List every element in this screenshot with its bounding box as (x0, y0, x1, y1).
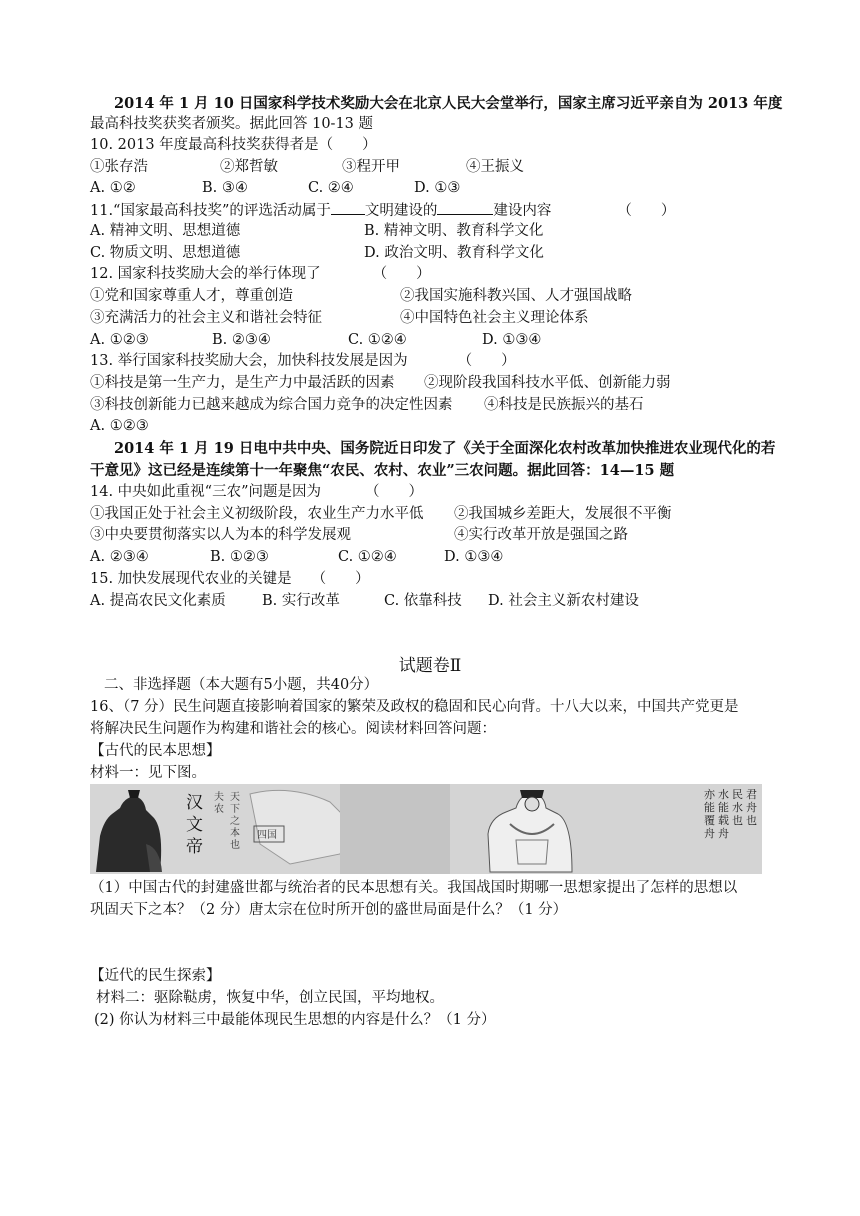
q10-option: ④王振义 (466, 159, 524, 175)
q11-stem-part: 文明建设的 (364, 203, 438, 219)
q10-choices (90, 178, 460, 199)
svg-text:之: 之 (230, 816, 240, 827)
intro-paragraph-1: 2014 年 1 月 10 日国家科学技术奖励大会在北京人民大会堂举行，国家主席习近平亲自为 2013 年度 (114, 95, 783, 112)
q13-options-row1 (90, 373, 671, 394)
q15-stem-text: 15. 加快发展现代农业的关键是 (90, 571, 292, 587)
q14-choice: B. ①②③ (210, 549, 269, 565)
q12-option: ②我国实施科教兴国、人才强国战略 (400, 288, 632, 304)
q10-choice: C. ②④ (308, 180, 354, 196)
tang-taizong-image (340, 784, 762, 874)
svg-text:覆: 覆 (704, 814, 715, 827)
q12-options-row1 (90, 286, 632, 307)
svg-text:下: 下 (230, 804, 240, 815)
svg-text:民: 民 (732, 788, 743, 801)
intro-paragraph-2: 2014 年 1 月 19 日电中共中央、国务院近日印发了《关于全面深化农村改革加快推进农业现代化的若 (114, 440, 776, 457)
q12-choice: B. ②③④ (212, 332, 271, 348)
q14-options-row1 (90, 504, 672, 525)
q13-stem (90, 351, 516, 372)
q16-sub2: (2) 你认为材料三中最能体现民生思想的内容是什么？（1 分） (94, 1012, 496, 1028)
q12-choices (90, 330, 541, 351)
q14-option: ④实行改革开放是强国之路 (454, 527, 628, 543)
svg-text:亦: 亦 (704, 788, 715, 801)
heading-ancient-thought: 【古代的民本思想】 (90, 743, 221, 759)
q14-stem-text: 14. 中央如此重视“三农”问题是因为 (90, 484, 321, 500)
q12-option: ④中国特色社会主义理论体系 (400, 310, 589, 326)
q14-choice: A. ②③④ (90, 549, 149, 565)
map-label: 四国 (257, 830, 277, 841)
q15-choice: B. 实行改革 (262, 593, 340, 609)
part-two-title: 试题卷Ⅱ (398, 656, 462, 676)
heading-modern-exploration: 【近代的民生探索】 (90, 968, 221, 984)
section-two-heading: 二、非选择题（本大题有5小题，共40分） (104, 677, 379, 693)
q16-sub1-line2: 巩固天下之本？（2 分）唐太宗在位时所开创的盛世局面是什么？（1 分） (90, 902, 568, 918)
svg-text:水: 水 (718, 788, 729, 801)
q14-options-row2 (90, 525, 628, 546)
q15-choice: A. 提高农民文化素质 (90, 593, 226, 609)
svg-text:夫: 夫 (214, 792, 224, 803)
svg-text:舟: 舟 (704, 827, 715, 840)
q11-stem-part: 11.“国家最高科技奖”的评选活动属于 (90, 203, 331, 219)
q15-answer-paren: （ ） (311, 571, 370, 587)
material-one-label: 材料一：见下图。 (90, 765, 206, 781)
svg-text:能: 能 (718, 801, 729, 814)
material-two: 材料二：驱除鞑虏，恢复中华，创立民国，平均地权。 (96, 990, 444, 1006)
q11-choices-row1 (90, 221, 543, 242)
svg-text:也: 也 (732, 814, 743, 827)
q10-option: ①张存浩 (90, 159, 148, 175)
q14-choice: C. ①②④ (338, 549, 397, 565)
han-wendi-name-1: 汉 (186, 793, 203, 813)
q16-intro-line1: 16、（7 分）民生问题直接影响着国家的繁荣及政权的稳固和民心向背。十八大以来，中国共产党更是 (90, 699, 739, 715)
svg-text:能: 能 (704, 801, 715, 814)
q12-choice: A. ①②③ (90, 332, 149, 348)
q12-option: ③充满活力的社会主义和谐社会特征 (90, 310, 322, 326)
q12-stem (90, 264, 431, 285)
q15-choice: D. 社会主义新农村建设 (488, 593, 639, 609)
svg-text:载: 载 (718, 814, 729, 827)
q13-option: ③科技创新能力已越来越成为综合国力竞争的决定性因素 (90, 397, 453, 413)
q11-stem-part: 建设内容 (493, 203, 552, 219)
intro-paragraph-1-cont: 最高科技奖获奖者颁奖。据此回答 10-13 题 (90, 116, 374, 132)
q10-options (90, 157, 524, 178)
q10-option: ③程开甲 (342, 159, 400, 175)
q12-choice: C. ①②④ (348, 332, 407, 348)
q14-choice: D. ①③④ (444, 549, 504, 565)
q11-choice: D. 政治文明、教育科学文化 (364, 245, 544, 261)
svg-text:舟: 舟 (746, 801, 757, 814)
q15-choice: C. 依靠科技 (384, 593, 462, 609)
svg-text:舟: 舟 (718, 827, 729, 840)
q13-answer-paren: （ ） (457, 353, 516, 369)
q14-choices (90, 547, 503, 568)
svg-text:君: 君 (746, 788, 757, 801)
q11-answer-paren: （ ） (617, 203, 676, 219)
q11-choice: C. 物质文明、思想道德 (90, 245, 241, 261)
q12-options-row2 (90, 308, 589, 329)
q10-choice: D. ①③ (414, 180, 461, 196)
q11-blank-1 (331, 200, 365, 215)
q15-stem (90, 569, 370, 590)
svg-text:水: 水 (732, 801, 743, 814)
q13-option: ④科技是民族振兴的基石 (484, 397, 644, 413)
q14-stem (90, 482, 423, 503)
svg-text:天: 天 (230, 792, 240, 803)
q14-option: ③中央要贯彻落实以人为本的科学发展观 (90, 527, 351, 543)
intro-paragraph-2-cont: 干意见》这已经是连续第十一年聚焦“农民、农村、农业”三农问题。据此回答：14—15 题 (90, 462, 675, 479)
svg-text:农: 农 (214, 804, 224, 815)
q15-choices (90, 591, 639, 612)
q13-option: ②现阶段我国科技水平低、创新能力弱 (424, 375, 671, 391)
q12-stem-text: 12. 国家科技奖励大会的举行体现了 (90, 266, 321, 282)
q12-option: ①党和国家尊重人才，尊重创造 (90, 288, 293, 304)
q11-blank-2 (437, 200, 493, 215)
han-wendi-name-3: 帝 (186, 837, 203, 857)
han-wendi-image (90, 784, 360, 874)
q12-answer-paren: （ ） (372, 266, 431, 282)
q13-choice: A. ①②③ (90, 418, 149, 434)
q16-intro-line2: 将解决民生问题作为构建和谐社会的核心。阅读材料回答问题： (90, 721, 496, 737)
q14-option: ①我国正处于社会主义初级阶段，农业生产力水平低 (90, 506, 424, 522)
material-one-images (90, 784, 762, 874)
han-wendi-name-2: 文 (186, 815, 203, 835)
q16-sub1-line1: （1）中国古代的封建盛世都与统治者的民本思想有关。我国战国时期哪一思想家提出了怎样的思想以 (90, 880, 738, 896)
svg-text:也: 也 (230, 840, 240, 851)
q11-choice: B. 精神文明、教育科学文化 (364, 223, 544, 239)
svg-text:也: 也 (746, 814, 757, 827)
q11-choice: A. 精神文明、思想道德 (90, 223, 241, 239)
q13-stem-text: 13. 举行国家科技奖励大会，加快科技发展是因为 (90, 353, 408, 369)
tang-taizong-illustration (340, 784, 762, 874)
han-wendi-illustration (90, 784, 360, 874)
q13-options-row2 (90, 395, 644, 416)
q12-choice: D. ①③④ (482, 332, 542, 348)
q13-option: ①科技是第一生产力，是生产力中最活跃的因素 (90, 375, 395, 391)
q10-choice: B. ③④ (202, 180, 248, 196)
q14-option: ②我国城乡差距大，发展很不平衡 (454, 506, 672, 522)
q10-option: ②郑哲敏 (220, 159, 278, 175)
svg-text:本: 本 (230, 828, 240, 839)
q11-choices-row2 (90, 243, 544, 264)
q11-stem (90, 200, 675, 222)
q14-answer-paren: （ ） (365, 484, 423, 500)
q10-choice: A. ①② (90, 180, 136, 196)
q10-stem: 10. 2013 年度最高科技奖获得者是（ ） (90, 137, 377, 153)
